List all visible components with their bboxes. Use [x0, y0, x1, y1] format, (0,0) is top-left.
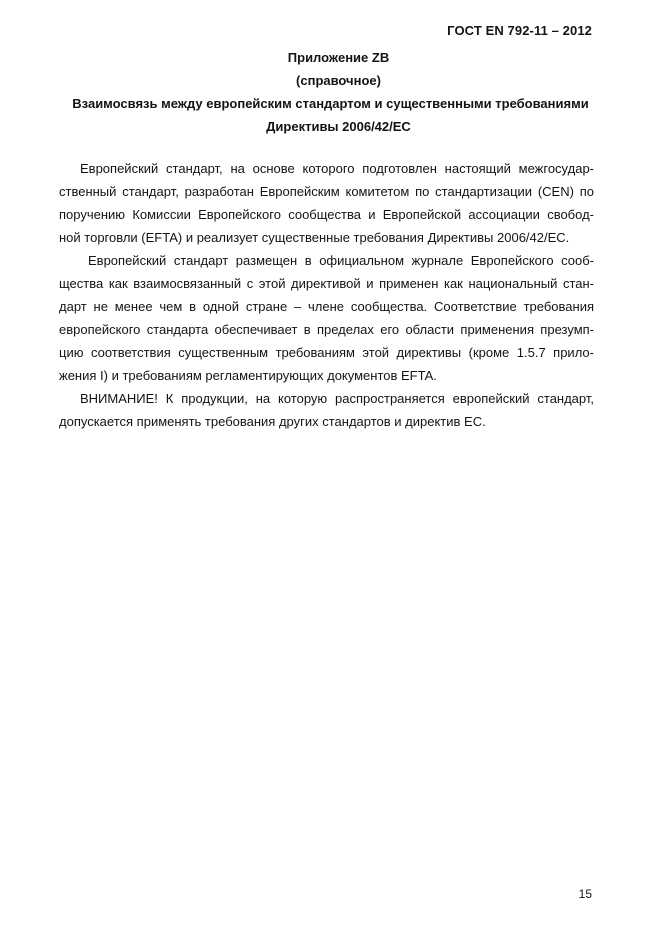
paragraph-line: ной торговли (EFTA) и реализует существенные требования Директивы 2006/42/ЕС.	[59, 230, 570, 245]
paragraph-line: поручению Комиссии Европейского сообщества и Европейской ассоциации свобод-	[59, 207, 594, 222]
appendix-title: Приложение ZB	[287, 50, 390, 65]
paragraph-line: ВНИМАНИЕ! К продукции, на которую распространяется европейский стандарт,	[80, 391, 594, 406]
appendix-heading-line-2: Директивы 2006/42/ЕС	[266, 119, 411, 134]
paragraph-line: допускается применять требования других стандартов и директив ЕС.	[59, 414, 486, 429]
paragraph-line: ственный стандарт, разработан Европейским комитетом по стандартизации (CEN) по	[59, 184, 594, 199]
paragraph-1	[59, 157, 594, 249]
paragraph-3	[59, 387, 594, 433]
paragraph-2	[59, 249, 594, 387]
paragraph-line: Европейский стандарт, на основе которого подготовлен настоящий межгосудар-	[80, 161, 594, 176]
paragraph-line: жения I) и требованиям регламентирующих документов EFTA.	[59, 368, 437, 383]
page-number: 15	[578, 887, 592, 901]
paragraph-line: Европейский стандарт размещен в официальном журнале Европейского сооб-	[88, 253, 594, 268]
appendix-status: (справочное)	[296, 73, 381, 88]
paragraph-line: дарт не менее чем в одной стране – члене сообщества. Соответствие требования	[59, 299, 594, 314]
paragraph-line: европейского стандарта обеспечивает в пределах его области применения презумп-	[59, 322, 594, 337]
body-text	[59, 157, 594, 433]
appendix-heading	[0, 46, 661, 138]
document-code: ГОСТ EN 792-11 – 2012	[447, 23, 592, 38]
paragraph-line: щества как взаимосвязанный с этой директивой и применен как национальный стан-	[59, 276, 594, 291]
paragraph-line: цию соответствия существенным требованиям этой директивы (кроме 1.5.7 прило-	[59, 345, 594, 360]
appendix-heading-line-1: Взаимосвязь между европейским стандартом и существенными требованиями	[72, 96, 589, 111]
